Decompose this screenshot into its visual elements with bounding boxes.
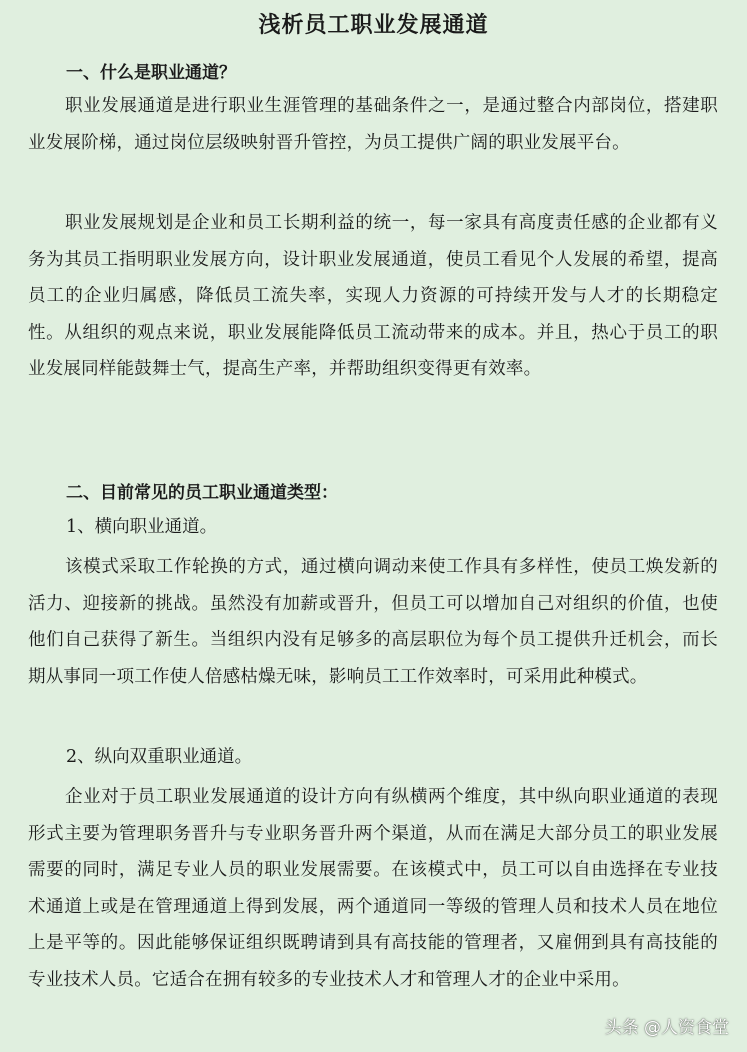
section-2-item-2-paragraph: 企业对于员工职业发展通道的设计方向有纵横两个维度，其中纵向职业通道的表现形式主要为管理职务晋升与专业职务晋升两个渠道，从而在满足大部分员工的职业发展需要的同时，满足专业人员的职业发展需要。在该模式中，员工可以自由选择在专业技术通道上或是在管理通道上得到发展，两个通道同一等级的管理人员和技术人员在地位上是平等的。因此能够保证组织既聘请到具有高技能的管理者，又雇佣到具有高技能的专业技术人员。它适合在拥有较多的专业技术人才和管理人才的企业中采用。 [28, 787, 718, 990]
section-1-paragraph-1: 职业发展通道是进行职业生涯管理的基础条件之一，是通过整合内部岗位，搭建职业发展阶梯，通过岗位层级映射晋升管控，为员工提供广阔的职业发展平台。 [28, 96, 718, 153]
section-1-paragraph-2: 职业发展规划是企业和员工长期利益的统一，每一家具有高度责任感的企业都有义务为其员工指明职业发展方向，设计职业发展通道，使员工看见个人发展的希望，提高员工的企业归属感，降低员工流失率，实现人力资源的可持续开发与人才的长期稳定性。从组织的观点来说，职业发展能降低员工流动带来的成本。并且，热心于员工的职业发展同样能鼓舞士气，提高生产率，并帮助组织变得更有效率。 [28, 213, 718, 379]
section-2-item-1-label: 1、横向职业通道。 [66, 517, 218, 537]
section-2-heading: 二、目前常见的员工职业通道类型： [66, 483, 338, 503]
source-watermark: 头条 @人资食堂 [604, 1018, 729, 1038]
section-1-heading: 一、什么是职业通道？ [66, 63, 236, 83]
section-2-item-1-paragraph: 该模式采取工作轮换的方式，通过横向调动来使工作具有多样性，使员工焕发新的活力、迎接新的挑战。虽然没有加薪或晋升，但员工可以增加自己对组织的价值，也使他们自己获得了新生。当组织内没有足够多的高层职位为每个员工提供升迁机会，而长期从事同一项工作使人倍感枯燥无味，影响员工工作效率时，可采用此种模式。 [28, 557, 718, 687]
section-2-item-2-label: 2、纵向双重职业通道。 [66, 747, 253, 767]
document-title: 浅析员工职业发展通道 [258, 12, 489, 38]
